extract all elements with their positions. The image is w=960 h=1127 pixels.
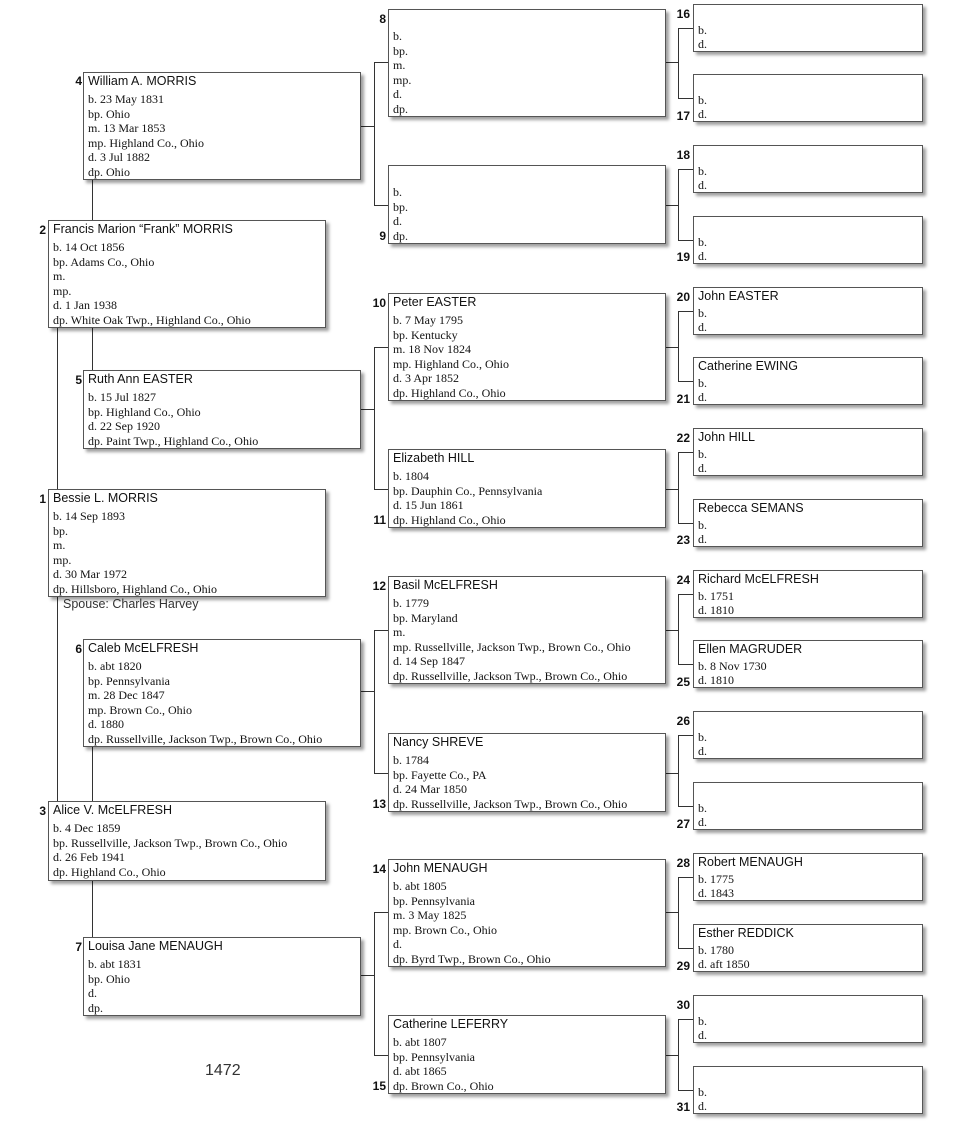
detail-line: b. bbox=[698, 801, 707, 815]
detail-line: b. 4 Dec 1859 bbox=[53, 821, 121, 835]
person-name: John HILL bbox=[698, 430, 755, 444]
connector-line bbox=[678, 452, 693, 453]
connector-line bbox=[678, 877, 693, 878]
person-box-17[interactable] bbox=[693, 74, 923, 122]
detail-line: b. bbox=[698, 164, 707, 178]
detail-line: bp. Adams Co., Ohio bbox=[53, 254, 155, 269]
detail-line: b. 1779 bbox=[393, 596, 429, 610]
connector-line bbox=[666, 205, 678, 206]
detail-line: b. 1775 bbox=[698, 872, 734, 886]
person-number: 15 bbox=[372, 1079, 386, 1093]
person-number: 14 bbox=[372, 862, 386, 876]
detail-line: b. bbox=[698, 447, 707, 461]
detail-line: b. bbox=[393, 185, 402, 199]
connector-line bbox=[92, 328, 93, 370]
person-name: Ellen MAGRUDER bbox=[698, 642, 803, 656]
detail-line: b. bbox=[698, 23, 707, 37]
person-name: Robert MENAUGH bbox=[698, 855, 803, 869]
connector-line bbox=[57, 328, 58, 489]
person-box-13[interactable] bbox=[388, 733, 666, 812]
person-name: Nancy SHREVE bbox=[393, 735, 484, 749]
detail-line: d. bbox=[393, 937, 402, 951]
connector-line bbox=[666, 912, 678, 913]
connector-line bbox=[678, 452, 679, 523]
person-box-21[interactable] bbox=[693, 357, 923, 405]
connector-line bbox=[678, 311, 693, 312]
detail-line: m. bbox=[393, 625, 406, 639]
detail-line: bp. Maryland bbox=[393, 610, 458, 625]
detail-line: d. bbox=[698, 390, 707, 404]
connector-line bbox=[678, 169, 693, 170]
person-number: 27 bbox=[676, 817, 690, 831]
detail-line: d. bbox=[393, 214, 402, 228]
detail-line: b. 1780 bbox=[698, 943, 734, 957]
connector-line bbox=[666, 62, 678, 63]
connector-line bbox=[92, 747, 93, 801]
detail-line: b. abt 1820 bbox=[88, 659, 142, 673]
person-box-11[interactable] bbox=[388, 449, 666, 528]
connector-line bbox=[374, 773, 388, 774]
person-box-24[interactable] bbox=[693, 570, 923, 618]
person-number: 9 bbox=[379, 229, 386, 243]
detail-line: d. abt 1865 bbox=[393, 1064, 447, 1078]
person-box-16[interactable] bbox=[693, 4, 923, 52]
person-box-28[interactable] bbox=[693, 853, 923, 901]
person-box-20[interactable] bbox=[693, 287, 923, 335]
connector-line bbox=[678, 877, 679, 948]
connector-line bbox=[374, 62, 388, 63]
detail-line: mp. bbox=[53, 283, 72, 298]
detail-line: dp. Highland Co., Ohio bbox=[393, 512, 506, 527]
detail-line: d. 30 Mar 1972 bbox=[53, 567, 127, 581]
connector-line bbox=[678, 311, 679, 381]
person-number: 28 bbox=[676, 856, 690, 870]
detail-line: d. 1810 bbox=[698, 603, 734, 617]
connector-line bbox=[374, 205, 388, 206]
connector-line bbox=[57, 597, 58, 801]
detail-line: d. bbox=[698, 815, 707, 829]
detail-line: b. bbox=[698, 1014, 707, 1028]
connector-line bbox=[374, 489, 388, 490]
detail-line: dp. Russellville, Jackson Twp., Brown Co., Ohio bbox=[393, 796, 628, 811]
detail-line: m. 18 Nov 1824 bbox=[393, 342, 471, 356]
person-number: 8 bbox=[379, 12, 386, 26]
person-box-22[interactable] bbox=[693, 428, 923, 476]
detail-line: dp. Ohio bbox=[88, 164, 130, 179]
person-box-26[interactable] bbox=[693, 711, 923, 759]
detail-line: b. 1784 bbox=[393, 753, 429, 767]
connector-line bbox=[666, 630, 678, 631]
detail-line: d. 24 Mar 1850 bbox=[393, 782, 467, 796]
person-number: 24 bbox=[676, 573, 690, 587]
person-number: 22 bbox=[676, 431, 690, 445]
detail-line: b. bbox=[698, 730, 707, 744]
detail-line: dp. White Oak Twp., Highland Co., Ohio bbox=[53, 312, 251, 327]
person-name: Catherine EWING bbox=[698, 359, 799, 373]
person-box-6[interactable] bbox=[83, 639, 361, 747]
detail-line: b. 14 Oct 1856 bbox=[53, 240, 125, 254]
spouse-label: Spouse: Charles Harvey bbox=[63, 597, 199, 611]
detail-line: dp. Byrd Twp., Brown Co., Ohio bbox=[393, 951, 551, 966]
detail-line: b. 8 Nov 1730 bbox=[698, 659, 767, 673]
connector-line bbox=[678, 381, 693, 382]
detail-line: mp. bbox=[393, 72, 412, 87]
person-number: 17 bbox=[676, 109, 690, 123]
person-box-19[interactable] bbox=[693, 216, 923, 264]
connector-line bbox=[374, 62, 375, 205]
detail-line: d. 1810 bbox=[698, 673, 734, 687]
person-number: 1 bbox=[39, 492, 46, 506]
detail-line: bp. Dauphin Co., Pennsylvania bbox=[393, 483, 543, 498]
detail-line: d. 3 Jul 1882 bbox=[88, 150, 151, 164]
person-number: 31 bbox=[676, 1100, 690, 1114]
detail-line: d. bbox=[698, 107, 707, 121]
detail-line: dp. bbox=[88, 1000, 103, 1015]
person-number: 11 bbox=[373, 513, 386, 527]
detail-line: b. bbox=[698, 518, 707, 532]
person-number: 20 bbox=[676, 290, 690, 304]
detail-line: dp. Brown Co., Ohio bbox=[393, 1078, 494, 1093]
detail-line: bp. Kentucky bbox=[393, 327, 458, 342]
person-name: Elizabeth HILL bbox=[393, 451, 475, 465]
person-name: Esther REDDICK bbox=[698, 926, 794, 940]
connector-line bbox=[92, 881, 93, 937]
detail-line: b. 1751 bbox=[698, 589, 734, 603]
person-box-10[interactable] bbox=[388, 293, 666, 401]
detail-line: b. abt 1807 bbox=[393, 1035, 447, 1049]
detail-line: d. bbox=[393, 87, 402, 101]
connector-line bbox=[678, 523, 693, 524]
detail-line: d. bbox=[698, 320, 707, 334]
detail-line: bp. Pennsylvania bbox=[88, 673, 170, 688]
connector-line bbox=[678, 98, 693, 99]
connector-line bbox=[361, 975, 374, 976]
detail-line: b. 15 Jul 1827 bbox=[88, 390, 157, 404]
person-name: Bessie L. MORRIS bbox=[53, 491, 158, 505]
connector-line bbox=[678, 1019, 679, 1090]
person-number: 5 bbox=[75, 373, 82, 387]
detail-line: dp. bbox=[393, 228, 408, 243]
detail-line: d. bbox=[88, 986, 97, 1000]
detail-line: dp. bbox=[393, 101, 408, 116]
detail-line: d. 1880 bbox=[88, 717, 124, 731]
person-name: Alice V. McELFRESH bbox=[53, 803, 173, 817]
connector-line bbox=[666, 489, 678, 490]
detail-line: bp. Fayette Co., PA bbox=[393, 767, 487, 782]
detail-line: mp. Russellville, Jackson Twp., Brown Co., Ohio bbox=[393, 639, 631, 654]
connector-line bbox=[666, 1055, 678, 1056]
person-box-7[interactable] bbox=[83, 937, 361, 1016]
person-name: Ruth Ann EASTER bbox=[88, 372, 193, 386]
detail-line: bp. Ohio bbox=[88, 971, 130, 986]
detail-line: b. bbox=[698, 1085, 707, 1099]
detail-line: d. 15 Jun 1861 bbox=[393, 498, 464, 512]
detail-line: b. 1804 bbox=[393, 469, 429, 483]
person-number: 23 bbox=[676, 533, 690, 547]
detail-line: d. 22 Sep 1920 bbox=[88, 419, 160, 433]
detail-line: b. abt 1805 bbox=[393, 879, 447, 893]
person-box-27[interactable] bbox=[693, 782, 923, 830]
connector-line bbox=[678, 594, 679, 664]
person-box-29[interactable] bbox=[693, 924, 923, 972]
detail-line: b. bbox=[393, 29, 402, 43]
detail-line: b. bbox=[698, 235, 707, 249]
person-number: 19 bbox=[676, 250, 690, 264]
person-name: Peter EASTER bbox=[393, 295, 477, 309]
person-number: 13 bbox=[372, 797, 386, 811]
person-box-14[interactable] bbox=[388, 859, 666, 967]
connector-line bbox=[666, 773, 678, 774]
person-box-4[interactable] bbox=[83, 72, 361, 180]
connector-line bbox=[374, 912, 388, 913]
person-number: 26 bbox=[676, 714, 690, 728]
person-box-12[interactable] bbox=[388, 576, 666, 684]
detail-line: dp. Russellville, Jackson Twp., Brown Co., Ohio bbox=[88, 731, 323, 746]
person-box-3[interactable] bbox=[48, 801, 326, 881]
person-name: John MENAUGH bbox=[393, 861, 488, 875]
person-number: 30 bbox=[676, 998, 690, 1012]
detail-line: dp. Russellville, Jackson Twp., Brown Co., Ohio bbox=[393, 668, 628, 683]
connector-line bbox=[678, 240, 693, 241]
person-name: Richard McELFRESH bbox=[698, 572, 819, 586]
connector-line bbox=[374, 630, 388, 631]
person-name: Louisa Jane MENAUGH bbox=[88, 939, 223, 953]
detail-line: dp. Paint Twp., Highland Co., Ohio bbox=[88, 433, 259, 448]
connector-line bbox=[374, 347, 388, 348]
detail-line: mp. Highland Co., Ohio bbox=[393, 356, 509, 371]
detail-line: bp. Ohio bbox=[88, 106, 130, 121]
person-name: John EASTER bbox=[698, 289, 779, 303]
detail-line: bp. bbox=[393, 199, 408, 214]
person-box-5[interactable] bbox=[83, 370, 361, 449]
connector-line bbox=[666, 347, 678, 348]
detail-line: b. 23 May 1831 bbox=[88, 92, 164, 106]
person-box-2[interactable] bbox=[48, 220, 326, 328]
person-box-31[interactable] bbox=[693, 1066, 923, 1114]
detail-line: m. bbox=[53, 538, 66, 552]
detail-line: bp. Pennsylvania bbox=[393, 893, 475, 908]
person-number: 6 bbox=[75, 642, 82, 656]
detail-line: b. abt 1831 bbox=[88, 957, 142, 971]
page-number: 1472 bbox=[205, 1062, 241, 1079]
detail-line: m. 28 Dec 1847 bbox=[88, 688, 165, 702]
connector-line bbox=[678, 28, 693, 29]
person-name: Caleb McELFRESH bbox=[88, 641, 199, 655]
connector-line bbox=[678, 806, 693, 807]
person-number: 12 bbox=[372, 579, 386, 593]
connector-line bbox=[678, 1019, 693, 1020]
connector-line bbox=[678, 594, 693, 595]
detail-line: d. 26 Feb 1941 bbox=[53, 850, 125, 864]
person-box-9[interactable] bbox=[388, 165, 666, 244]
detail-line: d. 14 Sep 1847 bbox=[393, 654, 465, 668]
detail-line: dp. Hillsboro, Highland Co., Ohio bbox=[53, 581, 217, 596]
person-box-23[interactable] bbox=[693, 499, 923, 547]
person-number: 25 bbox=[676, 675, 690, 689]
detail-line: b. bbox=[698, 306, 707, 320]
connector-line bbox=[374, 630, 375, 773]
detail-line: d. bbox=[698, 1028, 707, 1042]
person-number: 7 bbox=[75, 940, 82, 954]
detail-line: m. 3 May 1825 bbox=[393, 908, 467, 922]
connector-line bbox=[92, 180, 93, 220]
connector-line bbox=[361, 409, 374, 410]
detail-line: b. 14 Sep 1893 bbox=[53, 509, 125, 523]
connector-line bbox=[678, 169, 679, 240]
person-number: 3 bbox=[39, 804, 46, 818]
detail-line: d. bbox=[698, 37, 707, 51]
connector-line bbox=[678, 28, 679, 98]
connector-line bbox=[678, 735, 679, 806]
person-box-25[interactable] bbox=[693, 640, 923, 688]
detail-line: m. bbox=[53, 269, 66, 283]
connector-line bbox=[374, 1055, 388, 1056]
connector-line bbox=[678, 664, 693, 665]
detail-line: d. bbox=[698, 178, 707, 192]
person-box-30[interactable] bbox=[693, 995, 923, 1043]
detail-line: d. bbox=[698, 744, 707, 758]
person-number: 16 bbox=[676, 7, 690, 21]
detail-line: mp. Brown Co., Ohio bbox=[393, 922, 498, 937]
detail-line: dp. Highland Co., Ohio bbox=[53, 864, 166, 879]
connector-line bbox=[374, 912, 375, 1055]
person-number: 21 bbox=[676, 392, 690, 406]
person-box-8[interactable] bbox=[388, 9, 666, 117]
person-name: Francis Marion “Frank” MORRIS bbox=[53, 222, 233, 236]
detail-line: bp. bbox=[393, 43, 408, 58]
detail-line: d. bbox=[698, 461, 707, 475]
person-box-1[interactable] bbox=[48, 489, 326, 597]
connector-line bbox=[374, 347, 375, 489]
person-box-18[interactable] bbox=[693, 145, 923, 193]
detail-line: d. 1843 bbox=[698, 886, 734, 900]
detail-line: mp. Highland Co., Ohio bbox=[88, 135, 204, 150]
detail-line: mp. bbox=[53, 552, 72, 567]
detail-line: b. bbox=[698, 93, 707, 107]
detail-line: d. 3 Apr 1852 bbox=[393, 371, 459, 385]
connector-line bbox=[361, 126, 374, 127]
detail-line: b. 7 May 1795 bbox=[393, 313, 463, 327]
detail-line: bp. Pennsylvania bbox=[393, 1049, 475, 1064]
detail-line: bp. bbox=[53, 523, 68, 538]
detail-line: d. bbox=[698, 1099, 707, 1113]
detail-line: d. 1 Jan 1938 bbox=[53, 298, 117, 312]
connector-line bbox=[361, 691, 374, 692]
detail-line: mp. Brown Co., Ohio bbox=[88, 702, 193, 717]
detail-line: bp. Highland Co., Ohio bbox=[88, 404, 201, 419]
connector-line bbox=[678, 735, 693, 736]
person-name: Basil McELFRESH bbox=[393, 578, 498, 592]
detail-line: m. bbox=[393, 58, 406, 72]
detail-line: dp. Highland Co., Ohio bbox=[393, 385, 506, 400]
connector-line bbox=[678, 1090, 693, 1091]
detail-line: bp. Russellville, Jackson Twp., Brown Co., Ohio bbox=[53, 835, 288, 850]
detail-line: b. bbox=[698, 376, 707, 390]
detail-line: d. bbox=[698, 249, 707, 263]
person-name: William A. MORRIS bbox=[88, 74, 197, 88]
person-name: Catherine LEFERRY bbox=[393, 1017, 509, 1031]
detail-line: m. 13 Mar 1853 bbox=[88, 121, 166, 135]
person-number: 10 bbox=[372, 296, 386, 310]
person-number: 2 bbox=[39, 223, 46, 237]
person-box-15[interactable] bbox=[388, 1015, 666, 1094]
connector-line bbox=[678, 948, 693, 949]
detail-line: d. bbox=[698, 532, 707, 546]
person-name: Rebecca SEMANS bbox=[698, 501, 804, 515]
person-number: 29 bbox=[676, 959, 690, 973]
person-number: 4 bbox=[75, 74, 82, 88]
detail-line: d. aft 1850 bbox=[698, 957, 750, 971]
person-number: 18 bbox=[676, 148, 690, 162]
